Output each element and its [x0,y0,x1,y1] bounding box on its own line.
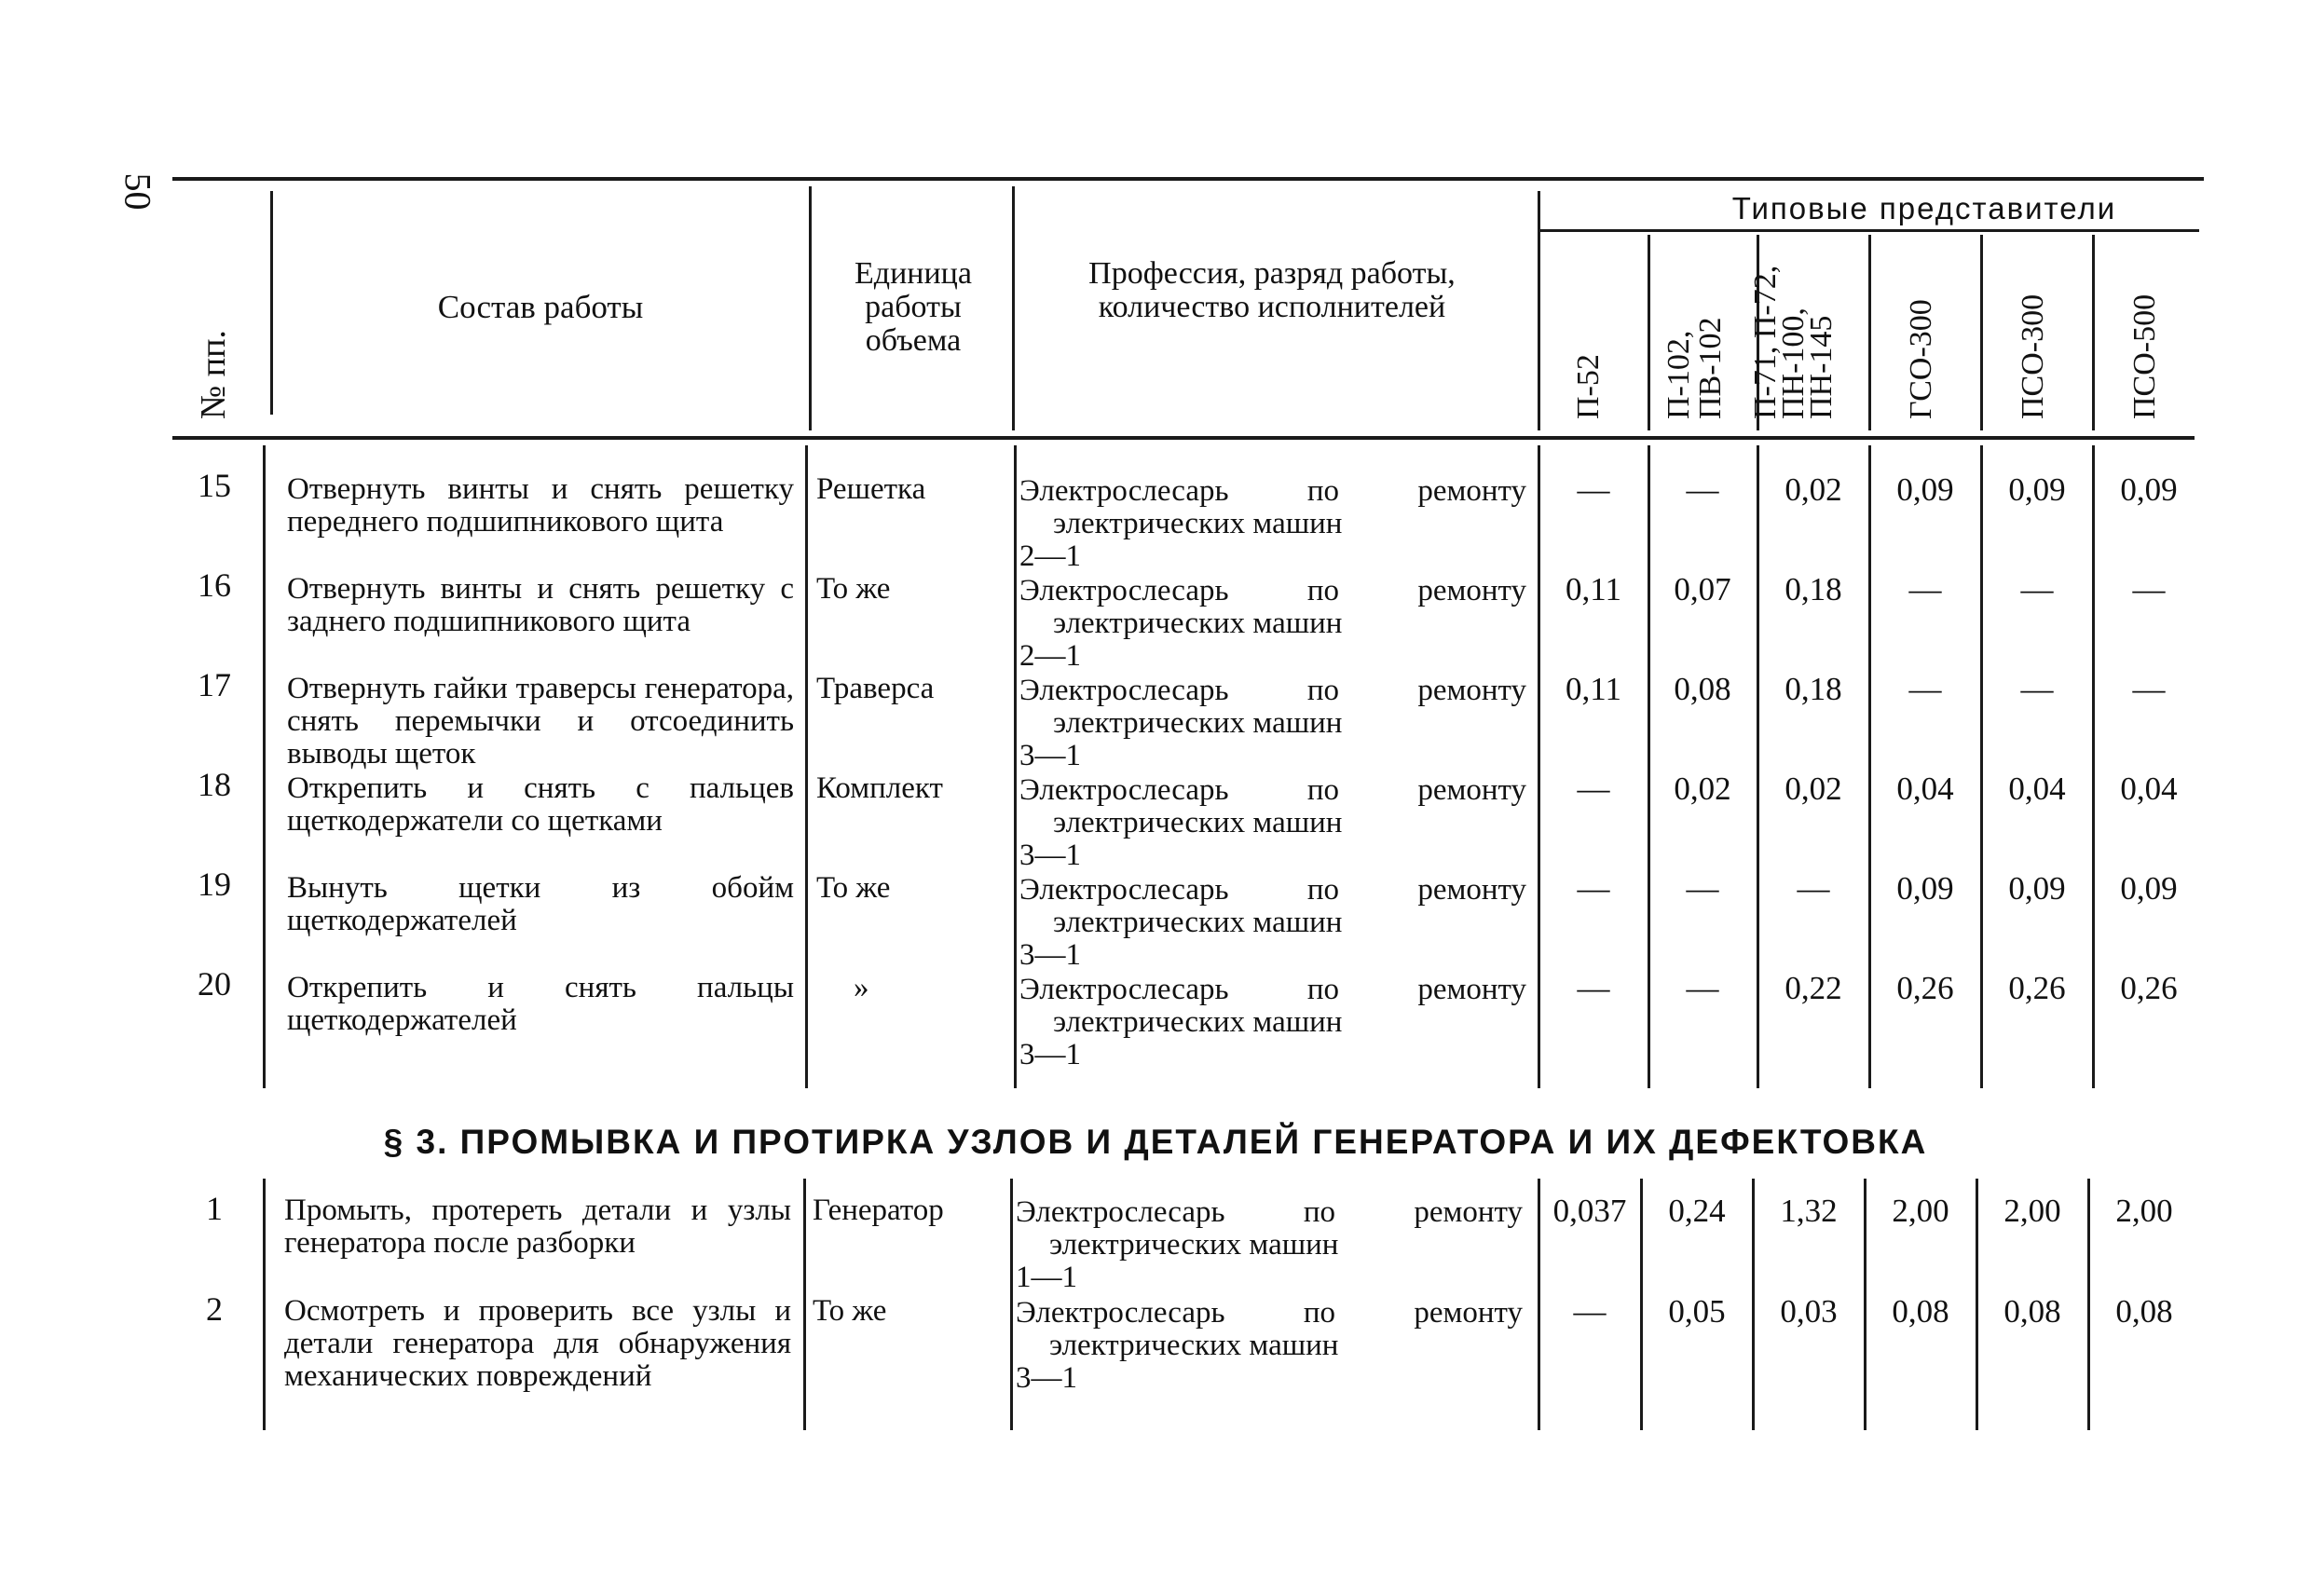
body-vline [803,1179,806,1430]
row-unit: Решетка [816,472,926,506]
row-prof-grade: 1—1 [1016,1261,1077,1294]
row-value: — [1686,970,1719,1006]
row-work: Промыть, протереть детали и узлы генератора после разборки [284,1194,791,1260]
row-prof-grade: 3—1 [1019,938,1081,972]
header-rep-3: П-71, П-72, ПН-100, ПН-145 [1748,265,1839,419]
row-unit: То же [816,871,891,905]
row-value: 0,04 [2120,771,2178,807]
row-unit: Комплект [816,771,943,805]
row-value: 0,08 [1674,671,1731,707]
row-prof: электрических машин [1049,1329,1339,1362]
row-prof: электрических машин [1053,806,1343,839]
body-vline [1757,445,1759,1088]
row-prof-grade: 3—1 [1019,1038,1081,1071]
row-prof: Электрослесарь по ремонту [1019,574,1526,607]
body-vline [1980,445,1983,1088]
row-prof-grade: 3—1 [1019,739,1081,772]
row-prof: Электрослесарь по ремонту [1016,1195,1523,1229]
row-value: 0,09 [2008,870,2066,907]
body-vline [2087,1179,2090,1430]
row-value: — [1577,870,1610,907]
row-value: 0,02 [1785,471,1842,508]
header-rep-1: П-52 [1571,354,1606,419]
row-value: — [1797,870,1830,907]
body-vline [1864,1179,1867,1430]
body-vline [2092,445,2095,1088]
row-unit: » [854,971,869,1004]
hdr-vline [809,186,812,430]
hdr-vline [2092,235,2095,430]
row-prof: Электрослесарь по ремонту [1019,773,1526,807]
row-number: 18 [198,766,231,803]
row-value: — [1908,671,1942,707]
row-number: 2 [206,1290,223,1328]
header-group-title: Типовые представители [1731,191,2117,225]
header-work: Состав работы [437,289,644,325]
row-value: 0,05 [1668,1293,1726,1330]
row-prof-grade: 3—1 [1019,839,1081,872]
row-number: 20 [198,965,231,1003]
row-prof-grade: 3—1 [1016,1361,1077,1395]
row-value: 1,32 [1780,1193,1838,1229]
page-number: 50 [116,172,159,211]
row-prof: электрических машин [1053,706,1343,740]
row-prof: электрических машин [1053,507,1343,540]
row-value: 0,02 [1674,771,1731,807]
row-prof: Электрослесарь по ремонту [1016,1296,1523,1330]
row-prof: электрических машин [1053,906,1343,939]
row-value: 0,07 [1674,571,1731,607]
header-rep-4: ГСО-300 [1904,299,1938,419]
row-value: 2,00 [1892,1193,1949,1229]
row-prof: Электрослесарь по ремонту [1019,474,1526,508]
row-value: 0,26 [2120,970,2178,1006]
row-value: 0,09 [1896,471,1954,508]
row-value: 0,08 [2115,1293,2173,1330]
body-vline [263,445,266,1088]
table-top-rule [172,177,2204,181]
row-value: — [2132,571,2166,607]
row-work: Открепить и снять с пальцев щеткодержатели со щетками [287,771,794,838]
row-prof: электрических машин [1053,607,1343,640]
row-value: 0,18 [1785,571,1842,607]
hdr-vline [1980,235,1983,430]
header-no: № пп. [194,330,233,419]
row-value: — [1908,571,1942,607]
row-prof-grade: 2—1 [1019,539,1081,573]
row-value: — [2020,671,2054,707]
header-profession: Профессия, разряд работы, количество исполнителей [1088,256,1456,324]
hdr-vline [1868,235,1871,430]
row-unit: То же [813,1294,887,1328]
row-prof: электрических машин [1049,1228,1339,1262]
body-vline [1640,1179,1643,1430]
row-value: 0,08 [1892,1293,1949,1330]
body-vline [1868,445,1871,1088]
row-value: 0,09 [2120,870,2178,907]
row-value: — [2020,571,2054,607]
row-value: 0,02 [1785,771,1842,807]
row-work: Отвернуть винты и снять решетку с заднего подшипникового щита [287,572,794,638]
row-work: Вынуть щетки из обойм щеткодержателей [287,871,794,937]
row-value: 0,03 [1780,1293,1838,1330]
body-vline [1648,445,1650,1088]
row-work: Отвернуть гайки траверсы генератора, снять перемычки и отсоединить выводы щеток [287,672,794,771]
row-number: 1 [206,1190,223,1227]
row-number: 15 [198,467,231,504]
body-vline [263,1179,266,1430]
row-value: — [1573,1293,1607,1330]
row-work: Осмотреть и проверить все узлы и детали генератора для обнаружения механических повреждений [284,1294,791,1393]
row-prof: электрических машин [1053,1005,1343,1039]
row-value: 0,18 [1785,671,1842,707]
row-value: 0,08 [2003,1293,2061,1330]
group-rule [1538,229,2199,232]
row-prof: Электрослесарь по ремонту [1019,873,1526,907]
row-prof-grade: 2—1 [1019,639,1081,673]
row-value: 0,09 [1896,870,1954,907]
body-vline [1752,1179,1755,1430]
row-prof: Электрослесарь по ремонту [1019,674,1526,707]
header-bottom-rule [172,436,2195,440]
row-unit: То же [816,572,891,606]
row-value: — [1686,870,1719,907]
row-value: 0,04 [1896,771,1954,807]
body-vline [1538,445,1540,1088]
row-number: 19 [198,866,231,903]
row-value: 0,09 [2008,471,2066,508]
row-value: 0,24 [1668,1193,1726,1229]
row-number: 16 [198,566,231,604]
section-heading: § 3. ПРОМЫВКА И ПРОТИРКА УЗЛОВ И ДЕТАЛЕЙ ГЕНЕРАТОРА И ИХ ДЕФЕКТОВКА [383,1123,1928,1161]
row-work: Отвернуть винты и снять решетку переднего подшипникового щита [287,472,794,539]
row-value: 0,09 [2120,471,2178,508]
row-value: — [1686,471,1719,508]
body-vline [805,445,808,1088]
row-unit: Траверса [816,672,935,705]
row-work: Открепить и снять пальцы щеткодержателей [287,971,794,1037]
row-value: — [1577,771,1610,807]
header-rep-5: ПСО-300 [2016,293,2050,419]
row-value: — [1577,471,1610,508]
hdr-vline [1012,186,1015,430]
header-rep-6: ПСО-500 [2127,293,2162,419]
row-value: 2,00 [2003,1193,2061,1229]
hdr-vline [270,191,273,415]
row-value: 0,11 [1566,571,1621,607]
row-prof: Электрослесарь по ремонту [1019,973,1526,1006]
row-value: 0,26 [1896,970,1954,1006]
row-value: 0,04 [2008,771,2066,807]
row-value: 0,26 [2008,970,2066,1006]
body-vline [1976,1179,1978,1430]
row-value: 0,037 [1552,1193,1627,1229]
row-value: 0,22 [1785,970,1842,1006]
row-number: 17 [198,666,231,703]
row-value: 2,00 [2115,1193,2173,1229]
hdr-vline [1538,191,1540,430]
header-unit: Единица работы объема [855,256,972,358]
row-value: — [1577,970,1610,1006]
hdr-vline [1648,235,1650,430]
row-value: 0,11 [1566,671,1621,707]
body-vline [1010,1179,1013,1430]
row-value: — [2132,671,2166,707]
row-unit: Генератор [813,1194,944,1227]
header-rep-2: П-102, ПВ-102 [1661,317,1728,419]
